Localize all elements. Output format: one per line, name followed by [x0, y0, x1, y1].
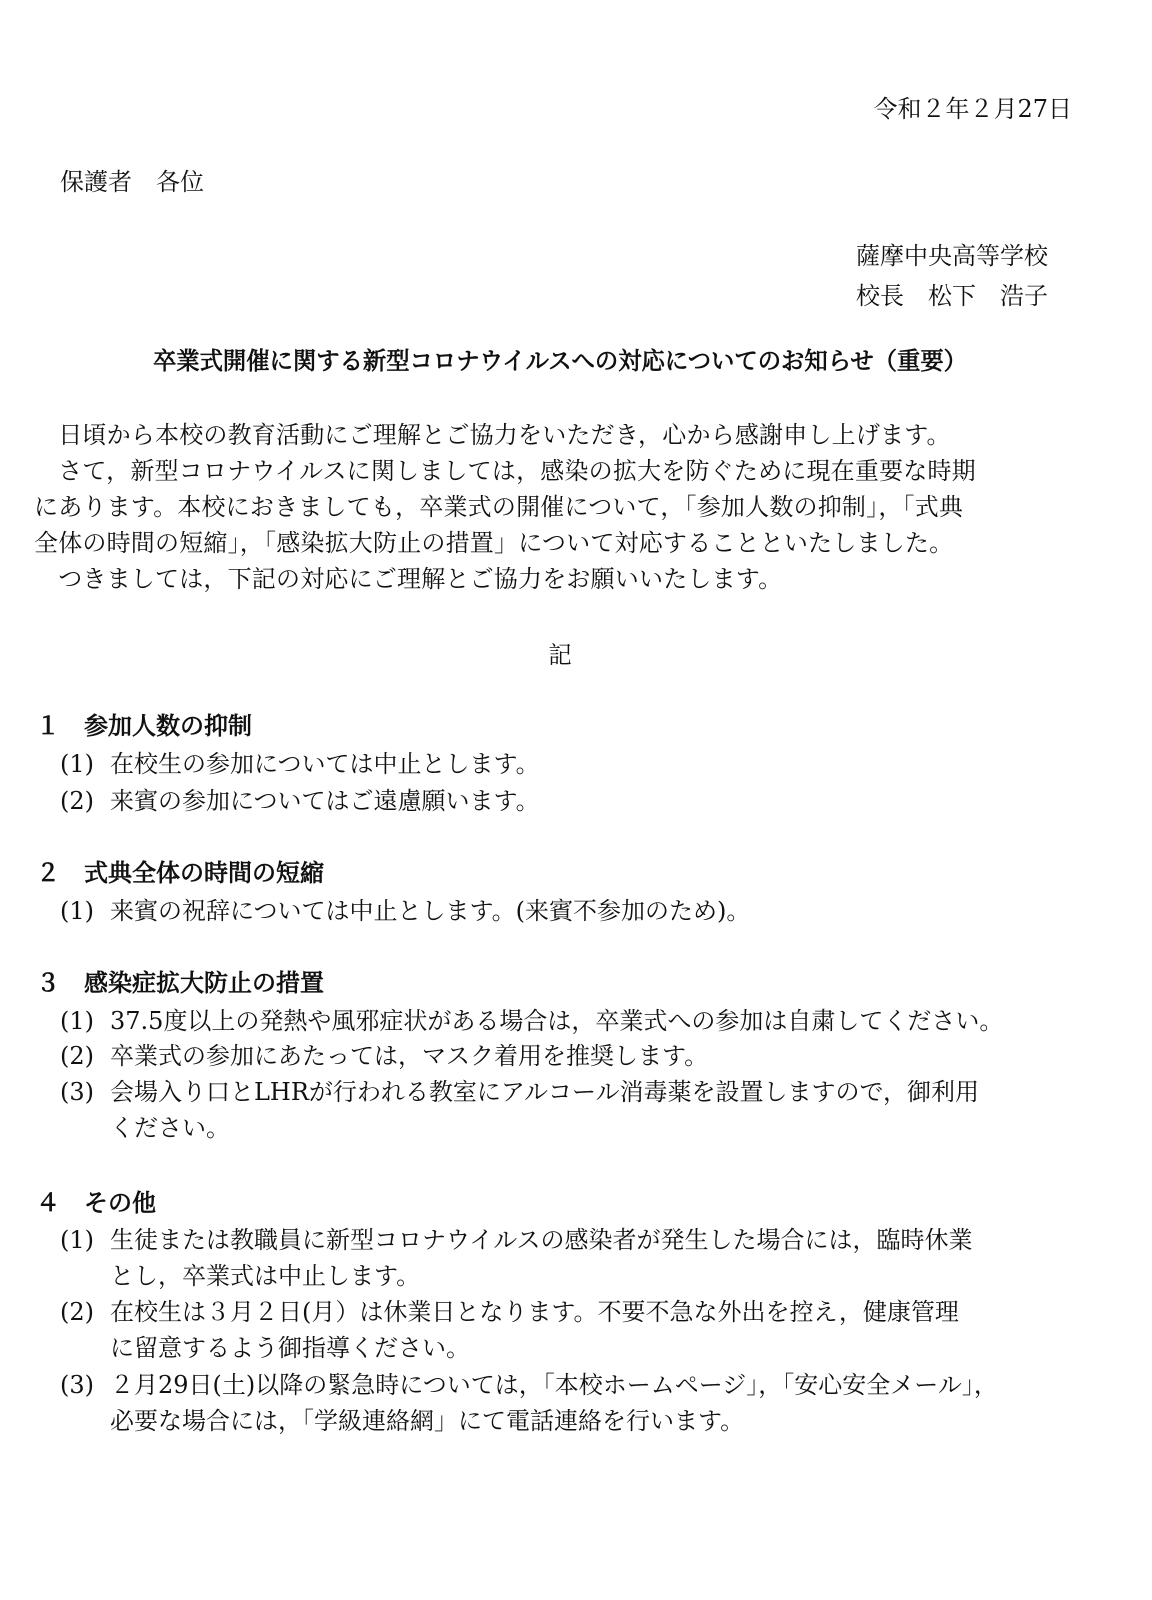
list-item [60, 1370, 998, 1400]
item-number: (3) [60, 1078, 94, 1106]
section-number: ４ [36, 1189, 60, 1217]
list-item [60, 896, 750, 926]
section-heading [36, 711, 252, 741]
item-number: (1) [60, 750, 94, 778]
list-item [60, 1225, 973, 1255]
list-item [60, 1077, 979, 1107]
item-text: 37.5度以上の発熱や風邪症状がある場合は，卒業式への参加は自粛してください。 [110, 1007, 1004, 1035]
item-number: (1) [60, 1007, 94, 1035]
item-text-continuation: ください。 [110, 1114, 230, 1142]
document-title: 卒業式開催に関する新型コロナウイルスへの対応についてのお知らせ（重要） [152, 347, 968, 375]
item-number: (2) [60, 787, 94, 815]
body-line: 全体の時間の短縮」，「感染拡大防止の措置」について対応することといたしました。 [34, 529, 954, 557]
section-title: 参加人数の抑制 [84, 712, 252, 740]
item-text: 生徒または教職員に新型コロナウイルスの感染者が発生した場合には，臨時休業 [110, 1226, 973, 1254]
recipient: 保護者 各位 [60, 168, 204, 196]
item-text: 卒業式の参加にあたっては，マスク着用を推奨します。 [110, 1042, 709, 1070]
item-number: (1) [60, 1226, 94, 1254]
section-heading [36, 968, 324, 998]
body-line: さて，新型コロナウイルスに関しましては，感染の拡大を防ぐために現在重要な時期 [34, 457, 976, 485]
list-item [60, 1006, 1003, 1036]
item-number: (3) [60, 1371, 94, 1399]
sender-block [856, 236, 1048, 316]
section-number: ２ [36, 859, 60, 887]
section-number: ３ [36, 969, 60, 997]
item-text: 来賓の祝辞については中止とします。(来賓不参加のため)。 [110, 897, 751, 925]
sender-principal: 校長 松下 浩子 [856, 282, 1048, 310]
sender-school: 薩摩中央高等学校 [856, 242, 1048, 270]
list-item [60, 1041, 708, 1071]
section-heading [36, 1188, 156, 1218]
list-item [60, 786, 540, 816]
ki-marker: 記 [548, 641, 572, 669]
body-line: つきましては，下記の対応にご理解とご協力をお願いいたします。 [34, 565, 783, 593]
item-text: ２月29日(土)以降の緊急時については，「本校ホームページ」，「安心安全メール」， [110, 1371, 998, 1399]
section-title: その他 [84, 1189, 156, 1217]
document-date: 令和２年２月27日 [873, 95, 1072, 123]
section-title: 式典全体の時間の短縮 [84, 859, 324, 887]
item-text-continuation: とし，卒業式は中止します。 [110, 1262, 421, 1290]
item-text-continuation: に留意するよう御指導ください。 [110, 1334, 470, 1362]
list-item [60, 1297, 959, 1327]
item-text-continuation: 必要な場合には，「学級連絡網」にて電話連絡を行います。 [110, 1407, 745, 1435]
body-line: にあります。本校におきましても，卒業式の開催について，「参加人数の抑制」，「式典 [34, 493, 964, 521]
item-number: (1) [60, 897, 94, 925]
item-text: 会場入り口とLHRが行われる教室にアルコール消毒薬を設置しますので，御利用 [110, 1078, 980, 1106]
body-line: 日頃から本校の教育活動にご理解とご協力をいただき，心から感謝申し上げます。 [34, 421, 951, 449]
item-text: 在校生の参加については中止とします。 [110, 750, 540, 778]
list-item [60, 749, 540, 779]
item-text: 来賓の参加についてはご遠慮願います。 [110, 787, 540, 815]
item-number: (2) [60, 1298, 94, 1326]
item-text: 在校生は３月２日(月）は休業日となります。不要不急な外出を控え，健康管理 [110, 1298, 959, 1326]
section-title: 感染症拡大防止の措置 [84, 969, 324, 997]
item-number: (2) [60, 1042, 94, 1070]
section-number: １ [36, 712, 60, 740]
section-heading [36, 858, 324, 888]
